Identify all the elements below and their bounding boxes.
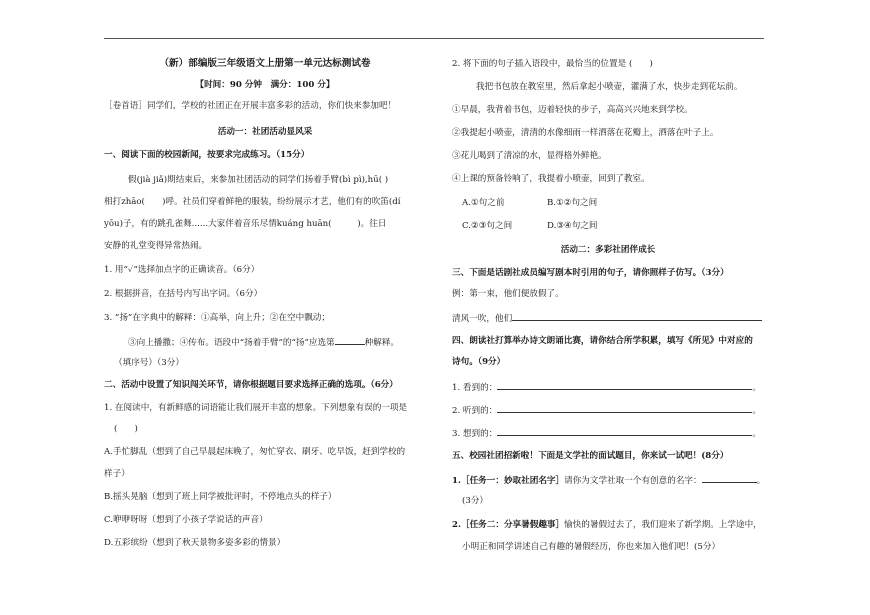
task-one-tag: 1.［任务一：妙取社团名字］ bbox=[452, 476, 565, 486]
imitation-answer-line[interactable] bbox=[512, 311, 762, 321]
period: 。 bbox=[752, 429, 761, 439]
question-3-tail: 种解释。 bbox=[364, 338, 400, 348]
intro-text: ［卷首语］同学们，学校的社团正在开展丰富多彩的活动，你们快来参加吧！ bbox=[104, 101, 397, 111]
section-three-heading: 三、下面是话剧社成员编写剧本时引用的句子，请你照样子仿写。（3分） bbox=[452, 268, 729, 278]
period: 。 bbox=[752, 406, 761, 416]
task-two-line bbox=[452, 519, 762, 531]
exam-meta: 【时间：90 分钟 满分：100 分】 bbox=[195, 80, 335, 90]
passage-line-3: yōu)子，有的跳孔雀舞......大家伴着音乐尽情kuáng huān( )。往日 bbox=[104, 219, 387, 229]
r-item-4: ④上课的预备铃响了，我提着小喷壶，回到了教室。 bbox=[452, 174, 650, 184]
r-option-a: A.①句之前 bbox=[462, 198, 505, 208]
task-one-text: 请你为文学社取一个有创意的名字： bbox=[564, 476, 702, 486]
r-option-b: B.①②句之间 bbox=[547, 198, 598, 208]
section-four-heading-2: 诗句。（9分） bbox=[452, 357, 506, 367]
option-b: B.摇头晃脑（想到了班上同学被批评时，不停地点头的样子） bbox=[104, 492, 337, 502]
poem-see-label: 1. 看到的： bbox=[452, 383, 498, 393]
passage-line-2: 相打zhāo( )呼。社员们穿着鲜艳的服装，纷纷展示才艺，他们有的吹笛(dí bbox=[104, 197, 401, 207]
exam-title: （新）部编版三年级语文上册第一单元达标测试卷 bbox=[159, 58, 371, 69]
option-d: D.五彩缤纷（想到了秋天景物多姿多彩的情景） bbox=[104, 538, 286, 548]
activity-two-heading: 活动二：多彩社团伴成长 bbox=[560, 245, 656, 255]
left-column bbox=[104, 52, 426, 552]
section-four-heading: 四、朗读社打算举办诗文朗诵比赛，请你结合所学积累，填写《所见》中对应的 bbox=[452, 336, 753, 346]
r-option-d: D.③④句之间 bbox=[547, 221, 598, 231]
question-3-line-2 bbox=[128, 335, 399, 349]
task-one-answer[interactable] bbox=[702, 473, 757, 483]
section-five-heading: 五、校园社团招新啦！下面是文学社的面试题目，你来试一试吧！(8分） bbox=[452, 451, 729, 461]
option-a-line-1: A.手忙脚乱（想到了自己早晨起床晚了，匆忙穿衣、刷牙、吃早饭，赶到学校的 bbox=[104, 447, 406, 457]
s2-question-1-line-2: ( ) bbox=[114, 424, 138, 434]
poem-see-answer[interactable] bbox=[497, 380, 752, 390]
task-two-text: 愉快的暑假过去了，我们迎来了新学期。上学途中， bbox=[564, 520, 762, 530]
passage-line-4: 安静的礼堂变得异常热闹。 bbox=[104, 241, 208, 251]
activity-one-heading: 活动一：社团活动显风采 bbox=[217, 127, 313, 137]
option-a-line-2: 样子） bbox=[104, 469, 130, 479]
question-3-line-1: 3. “扬”在字典中的解释：①高举，向上升；②在空中飘动； bbox=[104, 313, 330, 323]
passage-line-1: 假(jià jiǎ)期结束后，来参加社团活动的同学们扬着手臂(bì pì),hū( ) bbox=[128, 175, 389, 185]
r-item-2: ②我提起小喷壶，清清的水像细雨一样洒落在花瓣上，洒落在叶子上。 bbox=[452, 128, 719, 138]
poem-hear-answer[interactable] bbox=[497, 403, 752, 413]
question-1: 1. 用“✓”选择加点字的正确读音。（6分） bbox=[104, 265, 260, 275]
option-c: C.咿咿呀呀（想到了小孩子学说话的声音） bbox=[104, 515, 268, 525]
task-two-line-2: 小明正和同学讲述自己有趣的暑假经历，你也来加入他们吧！(5分） bbox=[462, 542, 721, 552]
imitation-line bbox=[452, 311, 762, 325]
r-item-3: ③花儿喝到了清凉的水，显得格外鲜艳。 bbox=[452, 151, 607, 161]
poem-think-answer[interactable] bbox=[497, 426, 752, 436]
poem-think-line bbox=[452, 426, 761, 440]
question-3-text: ③向上播撒；④传布。语段中“扬着手臂”的“扬”应选第 bbox=[128, 338, 335, 348]
task-one-score: (3分） bbox=[462, 496, 489, 506]
imitation-prompt: 清风一吹，他们 bbox=[452, 314, 513, 324]
question-3-line-3: （填序号）（3分） bbox=[114, 358, 184, 368]
top-rule bbox=[104, 38, 764, 39]
r-question-2-stem: 2. 将下面的句子插入语段中，最恰当的位置是 ( ) bbox=[452, 59, 653, 69]
answer-blank[interactable] bbox=[335, 335, 365, 345]
section-two-heading: 二、活动中设置了知识闯关环节，请你根据题目要求选择正确的选项。（6分） bbox=[104, 380, 398, 390]
period: 。 bbox=[752, 383, 761, 393]
section-one-heading: 一、阅读下面的校园新闻，按要求完成练习。（15分） bbox=[104, 150, 310, 160]
poem-hear-line bbox=[452, 403, 761, 417]
task-two-tag: 2.［任务二：分享暑假趣事］ bbox=[452, 520, 565, 530]
task-one-line bbox=[452, 473, 765, 487]
r-item-1: ①早晨，我背着书包，迈着轻快的步子，高高兴兴地来到学校。 bbox=[452, 105, 693, 115]
right-column bbox=[452, 52, 764, 552]
r-question-2-passage: 我把书包放在教室里，然后拿起小喷壶，灌满了水，快步走到花坛前。 bbox=[476, 82, 743, 92]
poem-see-line bbox=[452, 380, 761, 394]
poem-think-label: 3. 想到的： bbox=[452, 429, 498, 439]
example-sentence: 例：第一束，他们便放假了。 bbox=[452, 289, 564, 299]
poem-hear-label: 2. 听到的： bbox=[452, 406, 498, 416]
r-option-c: C.②③句之间 bbox=[462, 221, 513, 231]
s2-question-1-line-1: 1. 在阅读中，有新鲜感的词语能让我们展开丰富的想象。下列想象有误的一项是 bbox=[104, 403, 408, 413]
period: 。 bbox=[756, 476, 766, 486]
question-2: 2. 根据拼音，在括号内写出字词。（6分） bbox=[104, 289, 263, 299]
